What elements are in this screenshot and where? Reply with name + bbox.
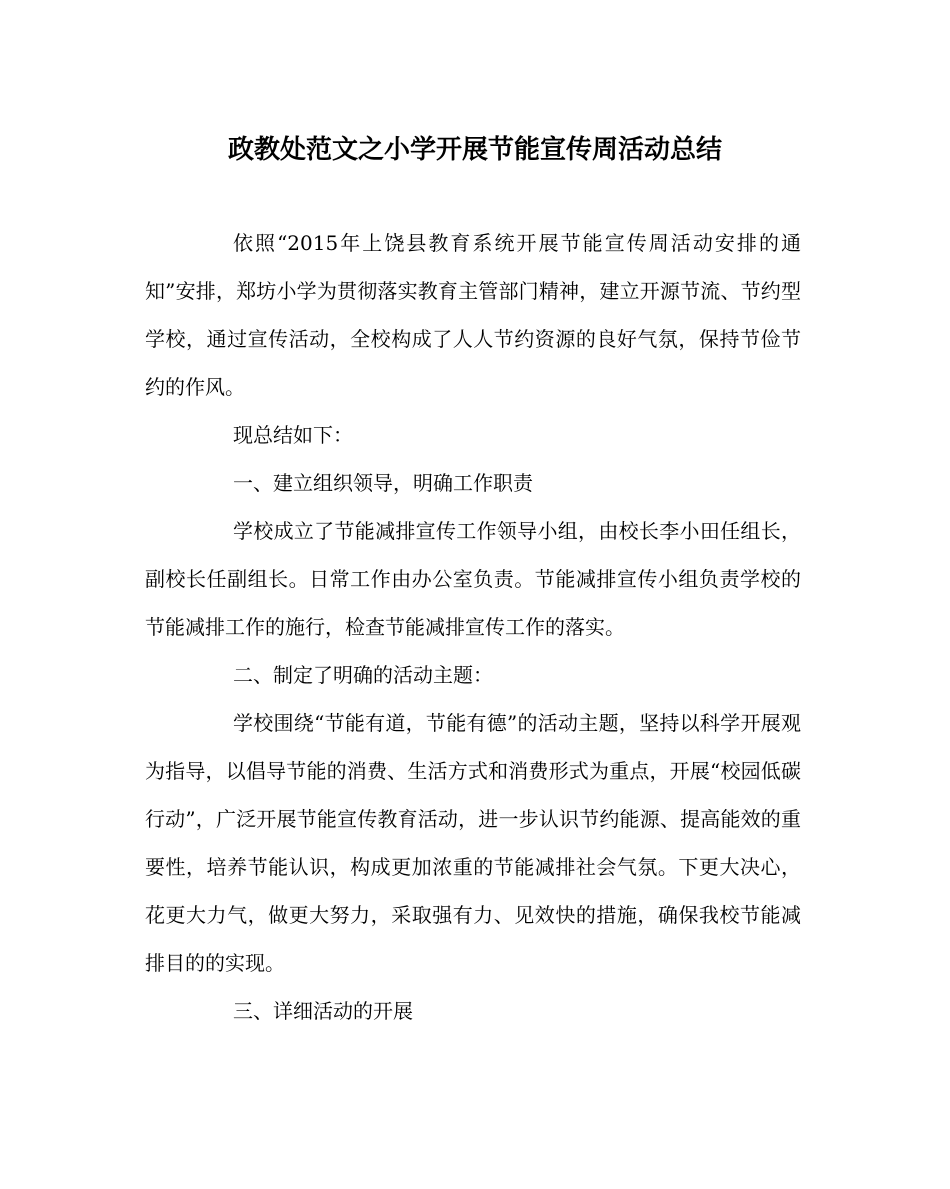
heading-section-2: 二、制定了明确的活动主题： xyxy=(233,663,493,687)
paragraph-section-1: 学校成立了节能减排宣传工作领导小组，由校长李小田任组长，副校长任副组长。日常工作由办公室负责。节能减排宣传小组负责学校的节能减排工作的施行，检查节能减排宣传工作的落实。 xyxy=(145,519,801,639)
document-title: 政教处范文之小学开展节能宣传周活动总结 xyxy=(227,135,722,165)
heading-section-1: 一、建立组织领导，明确工作职责 xyxy=(233,471,533,495)
paragraph-section-2: 学校围绕“节能有道，节能有德”的活动主题，坚持以科学开展观为指导，以倡导节能的消费、生活方式和消费形式为重点，开展“校园低碳行动”，广泛开展节能宣传教育活动，进一步认识节约能源、提高能效的重要性，培养节能认识，构成更加浓重的节能减排社会气氛。下更大决心，花更大力气，做更大努力，采取强有力、见效快的措施，确保我校节能减排目的的实现。 xyxy=(145,711,801,975)
paragraph-summary-lead: 现总结如下： xyxy=(233,423,353,447)
heading-section-3: 三、详细活动的开展 xyxy=(233,999,413,1023)
document-body xyxy=(145,219,801,1035)
paragraph-intro: 依照“2015年上饶县教育系统开展节能宣传周活动安排的通知”安排，郑坊小学为贯彻落实教育主管部门精神，建立开源节流、节约型学校，通过宣传活动，全校构成了人人节约资源的良好气氛，保持节俭节约的作风。 xyxy=(145,231,801,399)
